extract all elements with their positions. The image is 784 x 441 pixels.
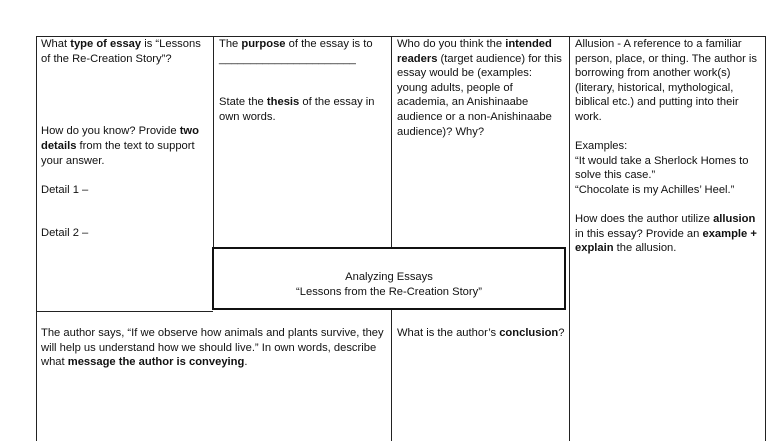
message-cell (41, 326, 386, 370)
divider-col-2 (391, 36, 392, 441)
essay-type-cell (41, 37, 209, 241)
message-question: The author says, “If we observe how animals and plants survive, they will help us understand how we should live.” In own words, describe what message the author is conveying. (41, 327, 384, 369)
purpose-cell (219, 37, 387, 125)
example-1: “It would take a Sherlock Homes to solve this case.” (575, 154, 749, 182)
thesis-question: State the thesis of the essay in own words. (219, 96, 375, 123)
evidence-prompt: How do you know? Provide two details from the text to support your answer. (41, 125, 199, 167)
essay-type-question: What type of essay is “Lessons of the Re-Creation Story”? (41, 38, 201, 65)
title-line-1: Analyzing Essays (345, 271, 433, 283)
allusion-question: How does the author utilize allusion in this essay? Provide an example + explain the allusion. (575, 213, 757, 255)
audience-cell (397, 37, 565, 139)
divider-col-1 (213, 36, 214, 248)
allusion-definition: Allusion - A reference to a familiar person, place, or thing. The author is borrowing from another work(s) (literary, historical, mythological, biblical etc.) and putting into their work. (575, 38, 758, 123)
divider-col-3 (569, 36, 570, 441)
allusion-cell (575, 37, 760, 256)
right-border (765, 36, 766, 441)
title-box (212, 247, 566, 310)
left-border (36, 36, 37, 441)
purpose-question: The purpose of the essay is to ______________________ (219, 38, 373, 65)
example-2: “Chocolate is my Achilles’ Heel.” (575, 183, 735, 196)
conclusion-cell (397, 326, 565, 341)
detail-2-label: Detail 2 – (41, 227, 89, 240)
title-line-2: “Lessons from the Re-Creation Story” (296, 285, 482, 298)
conclusion-question: What is the author’s conclusion? (397, 327, 565, 339)
examples-label: Examples: (575, 140, 628, 153)
detail-1-label: Detail 1 – (41, 183, 89, 196)
audience-question: Who do you think the intended readers (target audience) for this essay would be (examples: young adults, people of academia, an Anishinaabe audience or a non-Anishinaabe audience)? Why? (397, 38, 562, 138)
row-divider-left (36, 311, 213, 312)
